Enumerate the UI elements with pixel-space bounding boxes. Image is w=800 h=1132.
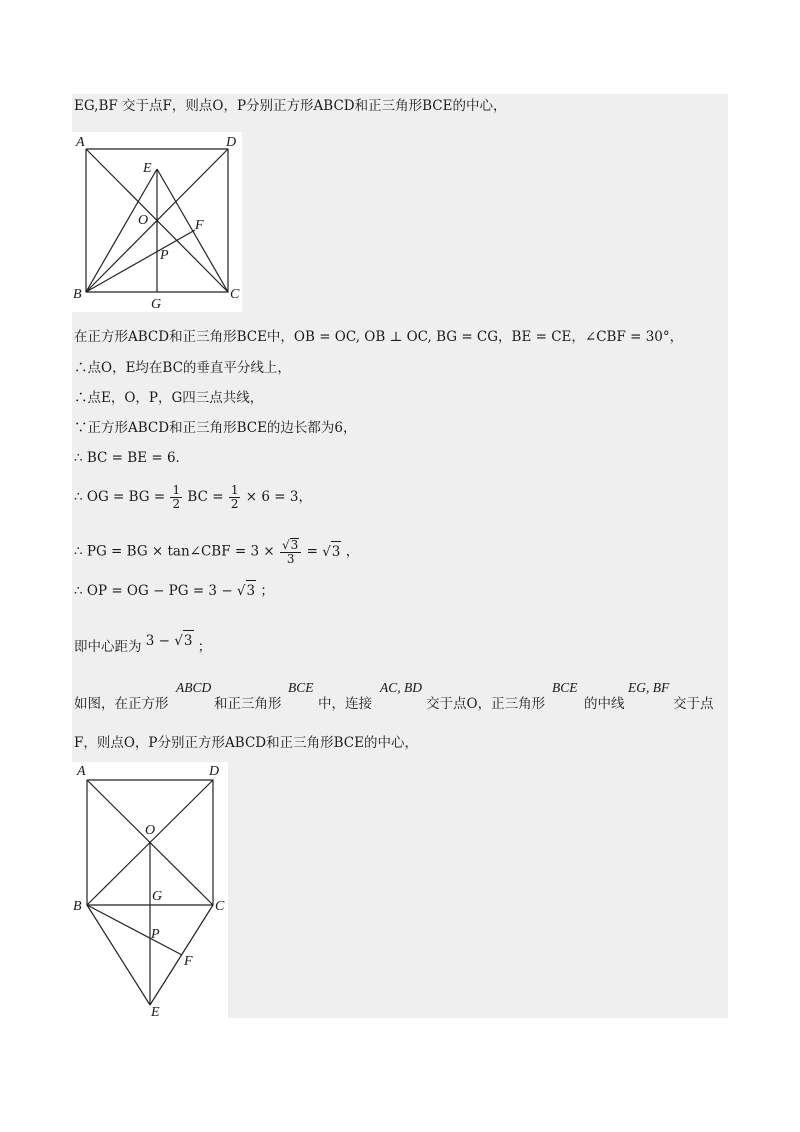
fig2-label-E: E — [151, 1005, 160, 1020]
text-line-9 — [74, 580, 274, 601]
l11-seg-9: EG, BF — [628, 680, 670, 695]
fig2-label-F: F — [184, 954, 193, 969]
fig2-label-B: B — [73, 899, 82, 914]
fraction-half-2 — [229, 484, 241, 511]
text-line-10 — [74, 633, 212, 657]
sqrt-symbol: √3 — [237, 583, 256, 599]
fig1-label-P: P — [160, 248, 169, 263]
eq8-part-b: = — [306, 543, 318, 560]
frac-numerator: 1 — [230, 483, 239, 497]
eq8-part-a: ∴ PG = BG × tan∠CBF = 3 × — [74, 543, 275, 560]
frac-denominator: 3 — [286, 552, 295, 566]
sqrt-radicand: 3 — [246, 580, 257, 601]
eq10-part-a: 即中心距为 — [74, 639, 142, 655]
text-line-6: ∴ BC = BE = 6． — [74, 450, 190, 466]
eq10-part-b: 3 − √3 — [146, 633, 194, 649]
text-line-3: ∴点O，E均在BC的垂直平分线上， — [74, 360, 291, 376]
fig1-label-C: C — [230, 287, 240, 302]
l11-seg-4: 中，连接 — [318, 696, 372, 712]
l11-seg-5: AC, BD — [380, 680, 422, 695]
l11-seg-1: ABCD — [176, 680, 212, 695]
l11-seg-7: BCE — [552, 680, 578, 695]
fig2-label-G: G — [152, 889, 163, 904]
eq8-part-c: ， — [345, 543, 360, 560]
figure-2-square-triangle — [72, 762, 228, 1020]
text-line-4: ∴点E，O，P，G四三点共线， — [74, 390, 264, 406]
fig2-label-O: O — [145, 823, 156, 838]
fig2-label-A: A — [77, 764, 86, 779]
eq7-part-a: ∴ OG = BG = — [74, 489, 166, 505]
fig1-label-O: O — [138, 213, 149, 228]
eq9-part-a: ∴ OP = OG − PG = 3 − — [74, 583, 233, 599]
l11-seg-8: 的中线 — [584, 696, 625, 712]
frac-numerator: 1 — [172, 483, 181, 497]
eq10-part-c: ； — [197, 639, 212, 655]
text-line-12: F，则点O，P分别正方形ABCD和正三角形BCE的中心， — [74, 735, 418, 751]
fig2-label-C: C — [215, 899, 225, 914]
l11-seg-6: 交于点O，正三角形 — [426, 696, 546, 712]
fig1-label-G: G — [151, 297, 162, 312]
sqrt-radicand: 3 — [183, 630, 194, 651]
l11-seg-2: 和正三角形 — [214, 696, 282, 712]
fig1-label-F: F — [195, 218, 204, 233]
eq7-part-b: BC = — [187, 489, 224, 505]
frac-numerator: √3 — [280, 538, 301, 553]
fig1-label-A: A — [76, 135, 85, 150]
l11-seg-3: BCE — [288, 680, 314, 695]
fig2-label-P: P — [151, 927, 160, 942]
l11-seg-10: 交于点 — [673, 696, 714, 712]
text-line-2: 在正方形ABCD和正三角形BCE中，OB = OC, OB ⊥ OC, BG = CG，BE = CE，∠CBF = 30°， — [74, 329, 684, 345]
text-line-5: ∵正方形ABCD和正三角形BCE的边长都为6， — [74, 420, 357, 436]
frac-denominator: 2 — [172, 497, 181, 511]
sqrt-symbol: √3 — [322, 544, 341, 560]
eq9-part-b: ； — [260, 583, 274, 599]
text-line-7 — [74, 484, 312, 511]
eq10-value: 3 − — [145, 633, 170, 649]
sqrt-radicand: 3 — [331, 541, 342, 562]
fig2-label-D: D — [209, 764, 220, 779]
eq7-part-c: × 6 = 3， — [245, 489, 312, 505]
sqrt-radicand: 3 — [290, 538, 299, 552]
fig1-label-D: D — [226, 135, 237, 150]
l11-seg-0: 如图，在正方形 — [74, 696, 169, 712]
fraction-half — [170, 484, 182, 511]
fig1-label-B: B — [73, 287, 82, 302]
frac-denominator: 2 — [230, 497, 239, 511]
figure-1-square-triangle — [72, 132, 242, 312]
fraction-sqrt3-over-3 — [280, 538, 301, 566]
text-line-8 — [74, 538, 359, 566]
fig1-label-E: E — [143, 161, 152, 176]
text-line-1: EG,BF 交于点F，则点O，P分别正方形ABCD和正三角形BCE的中心， — [74, 98, 507, 114]
